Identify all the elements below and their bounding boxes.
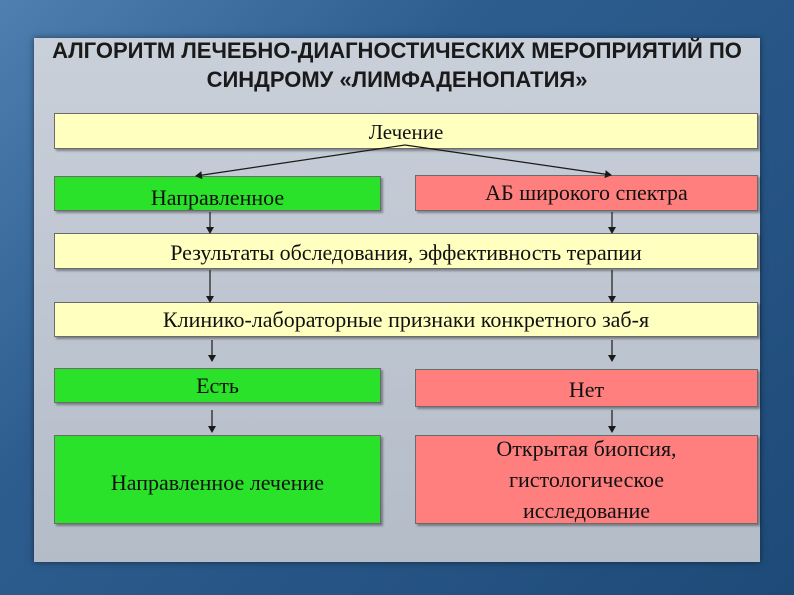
directed-treatment-label: Направленное лечение: [110, 469, 325, 495]
results-label: Результаты обследования, эффективность терапии: [170, 240, 642, 265]
biopsy-box: [415, 435, 758, 524]
treatment-box: [54, 113, 758, 149]
broad-ab-label: АБ широкого спектра: [485, 180, 688, 205]
biopsy-label: Открытая биопсия, гистологическое исследование: [496, 436, 677, 523]
directed-box: [54, 176, 381, 211]
directed-treatment-box: [54, 435, 381, 524]
directed-label: Направленное: [150, 184, 285, 210]
signs-label: Клинико-лабораторные признаки конкретного заб-я: [162, 306, 650, 332]
treatment-label: Лечение: [368, 120, 444, 144]
broad-ab-box: [415, 175, 758, 211]
no-label: Нет: [568, 377, 605, 402]
results-box: [54, 233, 758, 269]
slide-title: АЛГОРИТМ ЛЕЧЕБНО-ДИАГНОСТИЧЕСКИХ МЕРОПРИЯТИЙ ПО СИНДРОМУ «ЛИМФАДЕНОПАТИЯ»: [52, 38, 742, 92]
yes-box: [54, 368, 381, 403]
no-box: [415, 369, 758, 407]
yes-label: Есть: [196, 373, 239, 398]
signs-box: [54, 302, 758, 337]
